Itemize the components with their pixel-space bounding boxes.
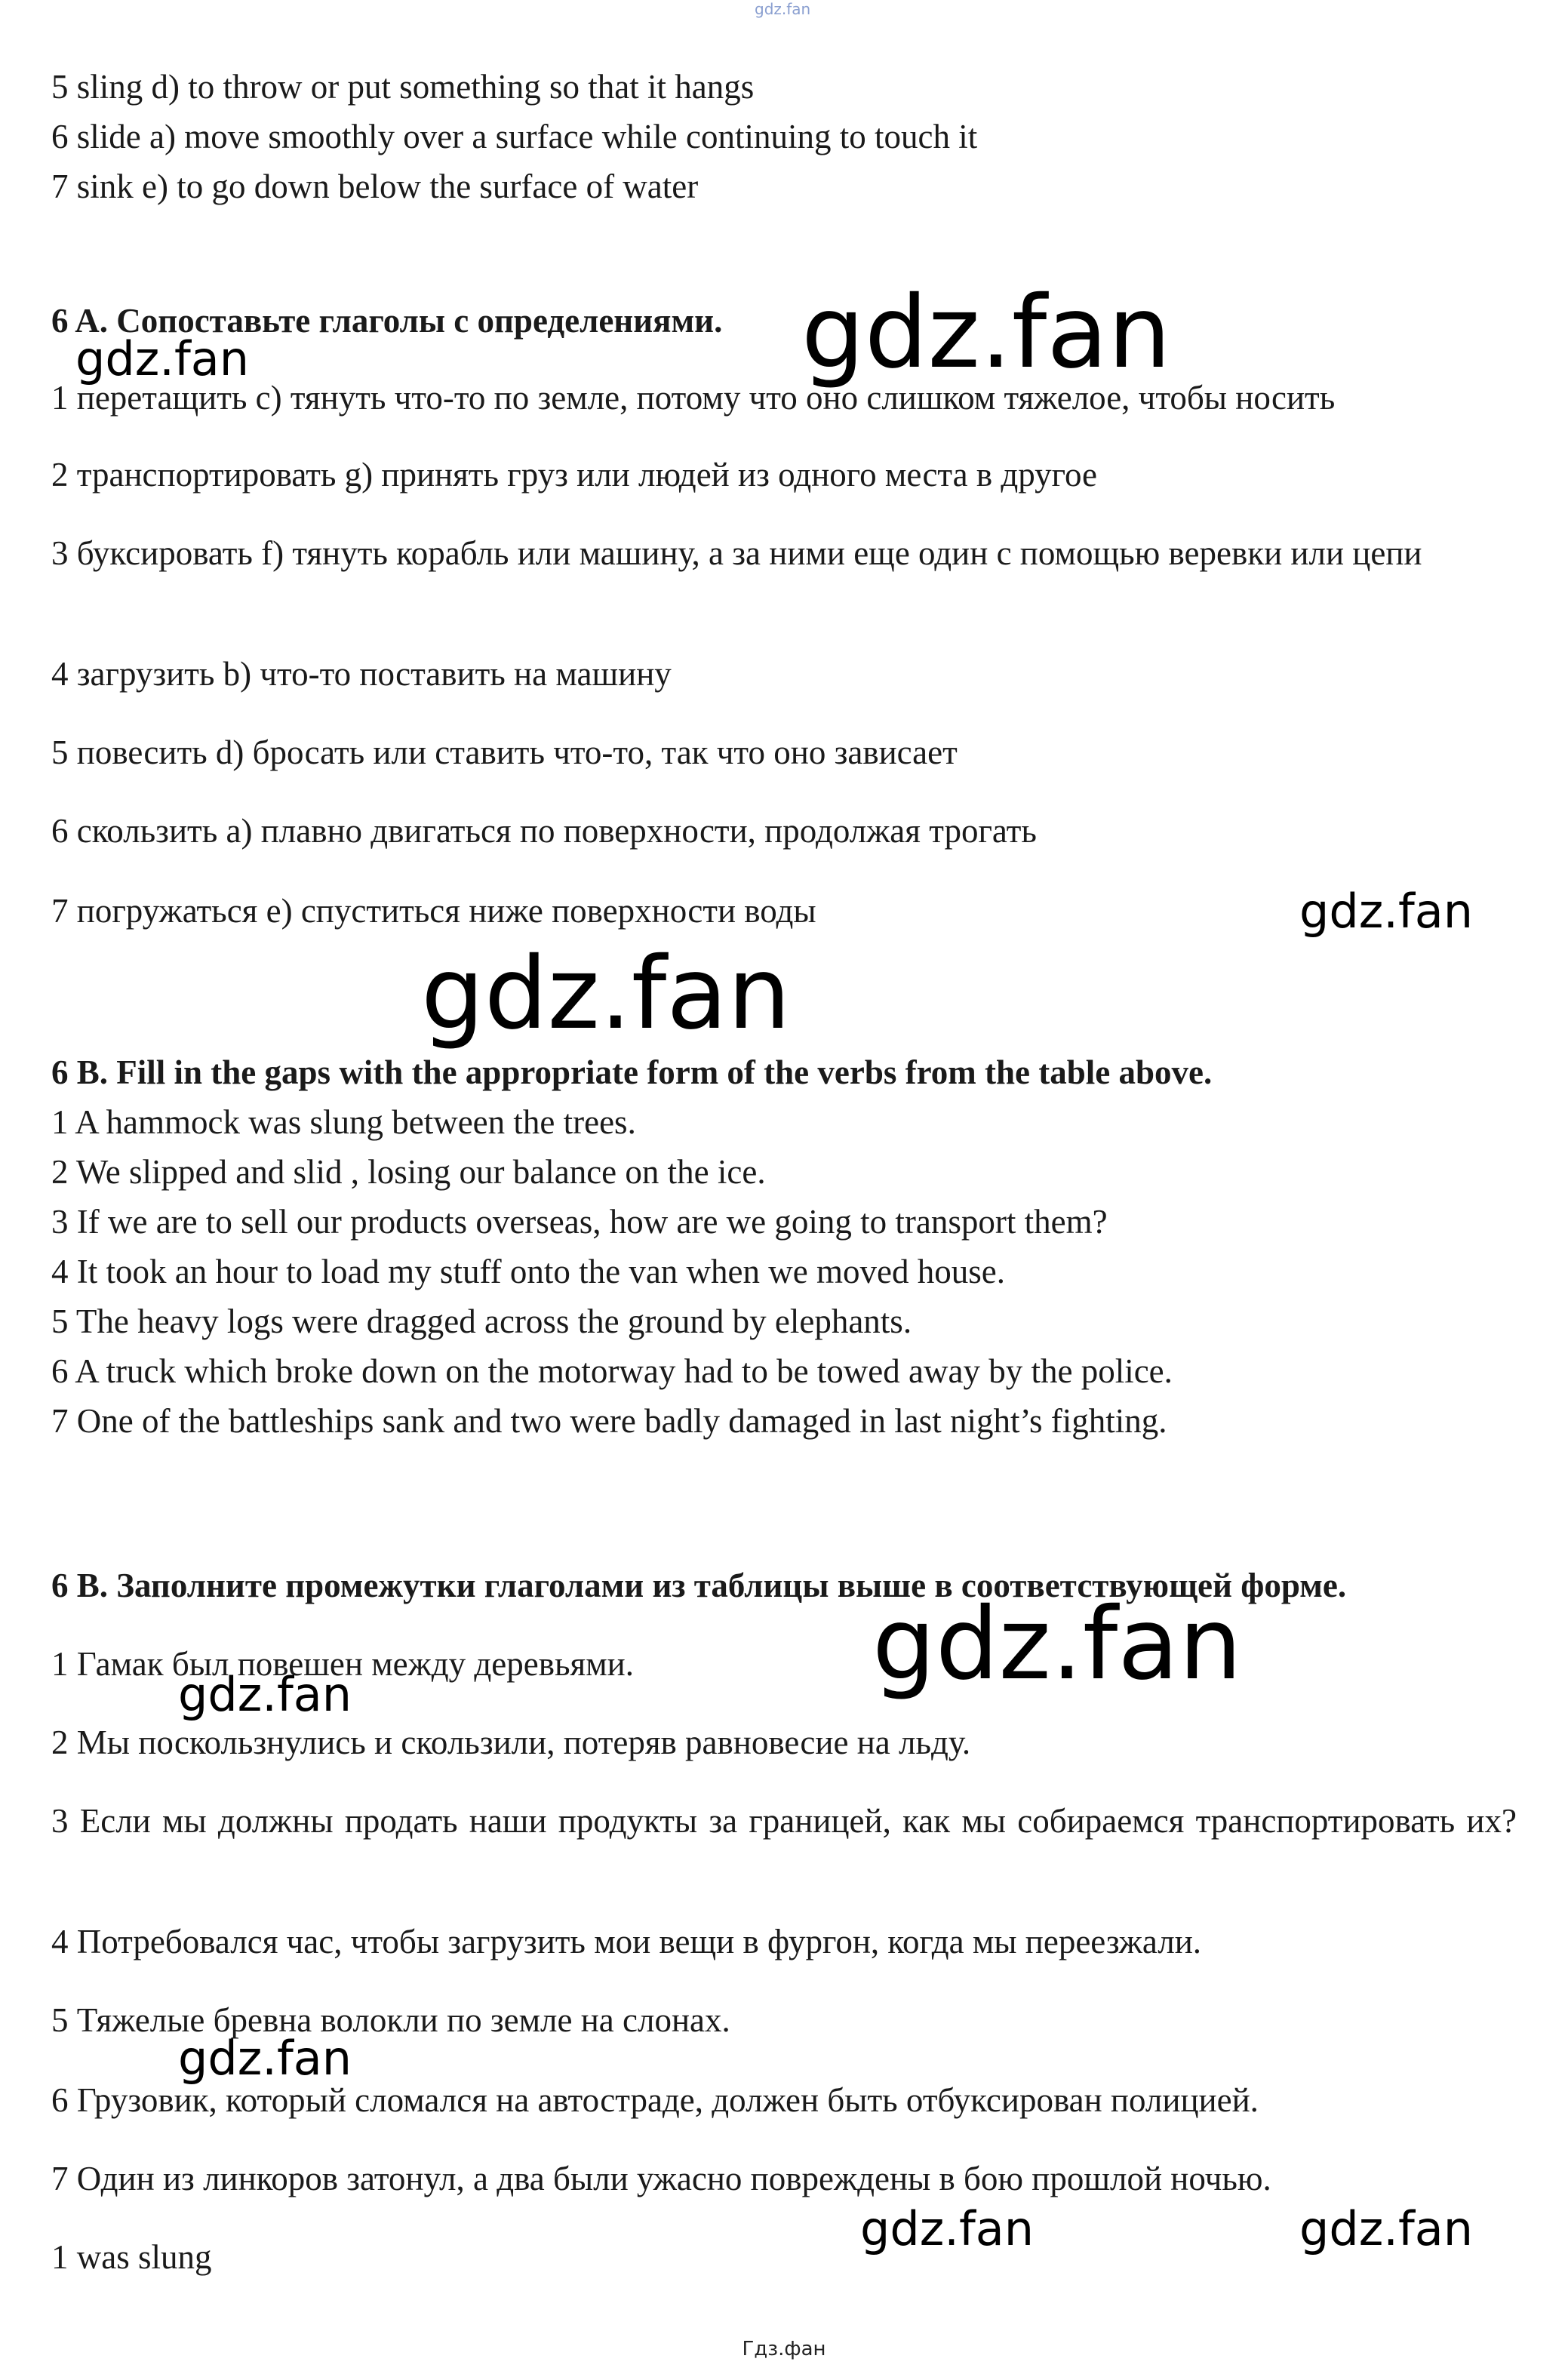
list-item: 1 Гамак был повешен между деревьями. xyxy=(51,1645,635,1683)
list-item: 7 Один из линкоров затонул, а два были ужасно повреждены в бою прошлой ночью. xyxy=(51,2160,1271,2197)
list-item: 1 A hammock was slung between the trees. xyxy=(51,1103,636,1141)
watermark: gdz.fan xyxy=(178,2031,352,2086)
list-item: 3 Если мы должны продать наши продукты за границей, как мы собираемся транспортировать их? xyxy=(51,1802,1517,1840)
watermark: gdz.fan xyxy=(872,1586,1242,1702)
list-item: 5 sling d) to throw or put something so that it hangs xyxy=(51,68,755,106)
list-item: 4 загрузить b) что-то поставить на машину xyxy=(51,655,672,693)
watermark: gdz.fan xyxy=(801,275,1171,391)
section-heading: 6 B. Fill in the gaps with the appropriate form of the verbs from the table above. xyxy=(51,1053,1213,1091)
list-item: 5 Тяжелые бревна волокли по земле на слонах. xyxy=(51,2001,730,2039)
watermark: gdz.fan xyxy=(421,936,791,1052)
list-item: 1 перетащить c) тянуть что-то по земле, потому что оно слишком тяжелое, чтобы носить xyxy=(51,379,1336,417)
list-item: 2 Мы поскользнулись и скользили, потеряв равновесие на льду. xyxy=(51,1724,971,1761)
watermark: gdz.fan xyxy=(860,2201,1035,2256)
list-item: 3 If we are to sell our products overseas, how are we going to transport them? xyxy=(51,1203,1108,1241)
watermark: gdz.fan xyxy=(1299,2201,1474,2256)
section-heading: 6 B. Заполните промежутки глаголами из таблицы выше в соответствующей форме. xyxy=(51,1567,1347,1604)
list-item: 4 It took an hour to load my stuff onto the van when we moved house. xyxy=(51,1253,1005,1290)
list-item: 2 транспортировать g) принять груз или людей из одного места в другое xyxy=(51,456,1098,494)
list-item: 6 slide a) move smoothly over a surface while continuing to touch it xyxy=(51,118,978,155)
list-item: 7 One of the battleships sank and two were badly damaged in last night’s fighting. xyxy=(51,1402,1167,1440)
list-item: 5 повесить d) бросать или ставить что-то, так что оно зависает xyxy=(51,733,958,771)
list-item: 6 Грузовик, который сломался на автостраде, должен быть отбуксирован полицией. xyxy=(51,2081,1259,2119)
section-heading: 6 A. Сопоставьте глаголы с определениями. xyxy=(51,302,723,340)
top-watermark: gdz.fan xyxy=(755,0,811,18)
list-item: 6 скользить a) плавно двигаться по поверхности, продолжая трогать xyxy=(51,812,1037,850)
watermark: gdz.fan xyxy=(1299,884,1474,939)
list-item: 7 sink e) to go down below the surface of water xyxy=(51,168,699,205)
watermark: gdz.fan xyxy=(75,331,250,386)
list-item: 5 The heavy logs were dragged across the ground by elephants. xyxy=(51,1302,912,1340)
list-item: 4 Потребовался час, чтобы загрузить мои вещи в фургон, когда мы переезжали. xyxy=(51,1923,1202,1960)
answer-line: 1 was slung xyxy=(51,2238,212,2276)
watermark: gdz.fan xyxy=(178,1667,352,1722)
list-item: 7 погружаться e) спуститься ниже поверхности воды xyxy=(51,892,816,930)
list-item: 3 буксировать f) тянуть корабль или машину, а за ними еще один с помощью веревки или цепи xyxy=(51,534,1422,572)
list-item: 6 A truck which broke down on the motorway had to be towed away by the police. xyxy=(51,1352,1173,1390)
list-item: 2 We slipped and slid , losing our balance on the ice. xyxy=(51,1153,766,1191)
page-footer: Гдз.фан xyxy=(742,2338,826,2360)
